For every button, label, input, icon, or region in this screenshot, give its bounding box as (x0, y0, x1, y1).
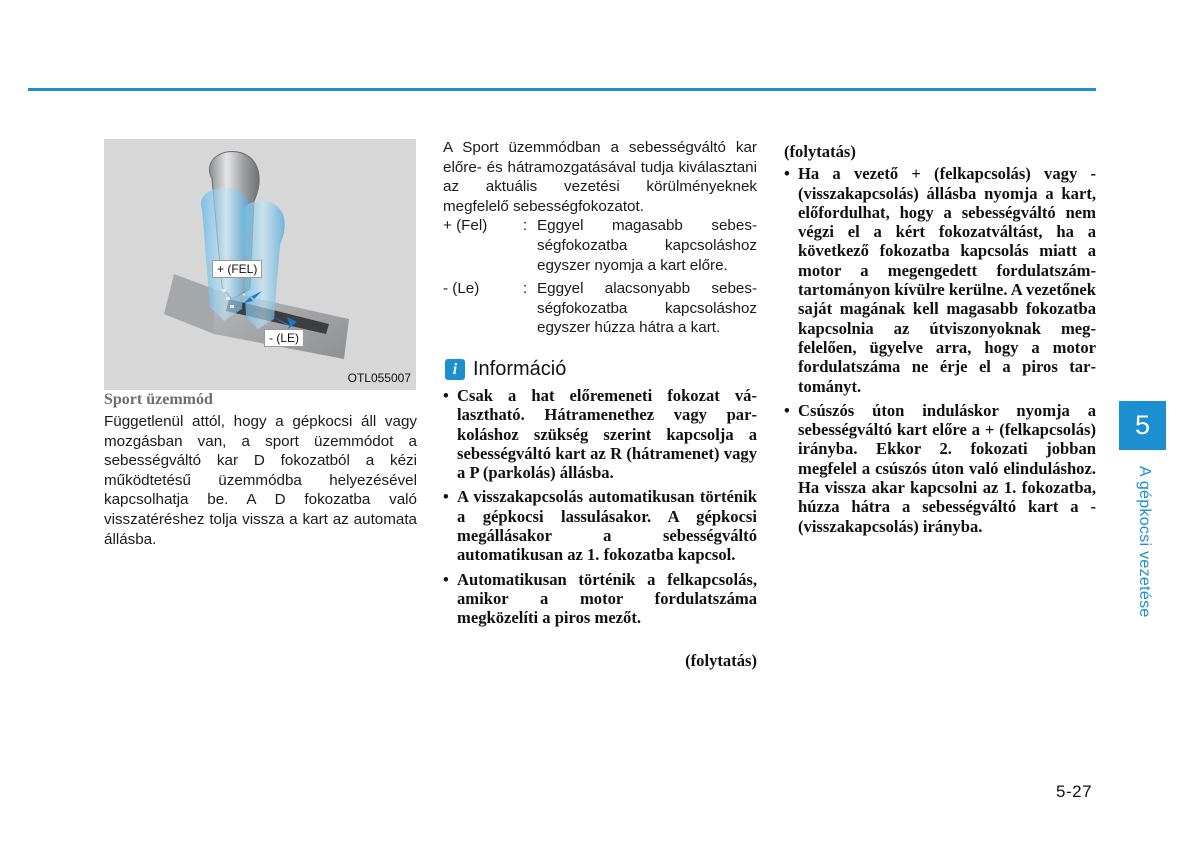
right-bullet-list (784, 164, 1096, 536)
definition-colon: : (523, 217, 528, 235)
chapter-title: A gépkocsi vezetése (1136, 466, 1153, 618)
definition-down (443, 279, 757, 338)
sport-mode-paragraph: Függetlenül attól, hogy a gépkocsi áll vagy mozgásban van, a sport üzemmódot a sebességváltó kar D fokozatból a kézi működtetésű üzemmódba helyezésével kapcsolhatja be. A D fokozatba való visszatéréshez tolja vissza a kart az automata állásba. (104, 413, 417, 548)
definition-description: Eggyel alacsonyabb sebességfokozatba kapcsoláshoz egyszer húzza hátra a kart. (537, 280, 757, 337)
info-bullet-list (443, 386, 757, 633)
info-icon: i (445, 359, 465, 380)
list-item: • Csúszós úton induláskor nyomja a sebességváltó kart előre a + (felkapcsolás) irányba. Ekkor 2. fokozati jobban megfelel a csúszós úton való elinduláshoz. Ha vissza akar kapcsolni az 1. fokozatba, húzza hátra a sebességváltó kart a - (visszakapcsolás) irányba. (784, 401, 1096, 536)
section-heading: Sport üzemmód (104, 391, 213, 408)
gear-shifter-illustration (104, 139, 416, 390)
list-item: • A visszakapcsolás automatikusan történik a gépkocsi lassulásakor. A gépkocsi megállásakor a sebességváltó automatikusan az 1. fokozatba kapcsol. (443, 487, 757, 564)
right-column (784, 142, 1096, 541)
list-item: • Ha a vezető + (felkapcsolás) vagy - (visszakapcsolás) állásba nyomja a kart, előfordulhat, hogy a sebességváltó nem végzi el a kért fokozatváltást, ha a következő fokozatba kapcsolás miatt a motor a megengedett fordulatszám-tartományon kívülre kerülne. A vezetőnek saját magának kell magasabb fokozatba kapcsolnia az útviszonyoknak megfelelően, ügyelve arra, hogy a motor fordulatszáma ne érje el a piros tartományt. (784, 164, 1096, 396)
figure-label-up: + (FEL) (212, 260, 262, 278)
continued-heading: (folytatás) (784, 142, 856, 161)
header-rule (28, 88, 1096, 91)
figure-code: OTL055007 (347, 371, 411, 385)
definition-up (443, 216, 757, 275)
intro-paragraph: A Sport üzemmódban a sebességváltó kar előre- és hátramozgatásával tudja kiválasztani az aktuális vezetési körülményeknek megfelelő sebességfokozatot. (443, 139, 757, 215)
definition-colon: : (523, 280, 528, 298)
list-item: • Csak a hat előremeneti fokozat választható. Hátramenethez vagy parkoláshoz szükség szerint kapcsolja a sebességváltó kart az R (hátramenet) vagy a P (parkolás) állásba. (443, 386, 757, 482)
page-number: 5-27 (1056, 782, 1093, 801)
continued-note: (folytatás) (685, 651, 757, 670)
list-item: • Automatikusan történik a felkapcsolás, amikor a motor fordulatszáma megközelíti a piros mezőt. (443, 570, 757, 628)
console-side (164, 274, 214, 334)
definition-description: Eggyel magasabb sebességfokozatba kapcsoláshoz egyszer nyomja a kart előre. (537, 217, 757, 274)
chapter-number-tab: 5 (1119, 401, 1166, 450)
info-heading (445, 358, 566, 381)
info-title: Információ (473, 358, 567, 380)
middle-column (443, 138, 757, 338)
definition-term: + (Fel) (443, 217, 488, 235)
definition-term: - (Le) (443, 280, 480, 298)
figure-label-down: - (LE) (264, 329, 304, 347)
